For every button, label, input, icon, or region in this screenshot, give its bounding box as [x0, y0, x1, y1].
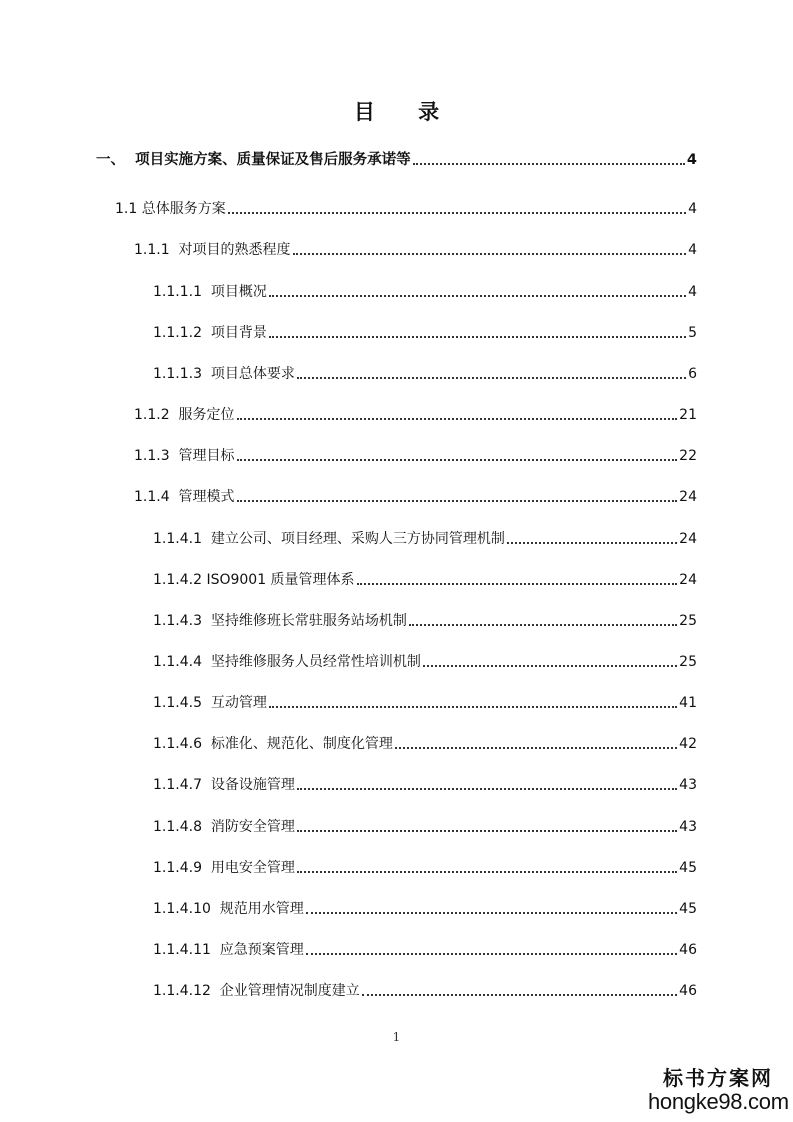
- toc-entry-page: 45: [679, 901, 697, 917]
- toc-entry-title: ISO9001 质量管理体系: [206, 572, 355, 588]
- toc-entry-title: 应急预案管理: [219, 942, 304, 958]
- toc-entry[interactable]: [134, 238, 697, 260]
- toc-entry-title: 项目总体要求: [210, 366, 295, 382]
- toc-entry-page: 4: [688, 284, 697, 300]
- toc-entry-number: 1.1.3: [134, 448, 179, 464]
- toc-entry-title: 标准化、规范化、制度化管理: [210, 736, 393, 752]
- toc-entry[interactable]: [153, 732, 697, 754]
- toc-entry-page: 4: [688, 201, 697, 217]
- toc-entry-title: 管理模式: [178, 489, 235, 505]
- toc-entry-number: 1.1.1.3: [153, 366, 211, 382]
- toc-entry[interactable]: [153, 527, 697, 549]
- toc-entry[interactable]: [153, 773, 697, 795]
- toc-entry-number: 1.1: [115, 201, 142, 217]
- toc-entry-title: 服务定位: [178, 407, 235, 423]
- toc-entry-number: 1.1.4.2: [153, 572, 207, 588]
- toc-entry-page: 46: [679, 983, 697, 999]
- toc-leader-dots: [306, 912, 677, 914]
- toc-entry-title: 项目概况: [210, 284, 267, 300]
- toc-entry-page: 4: [688, 242, 697, 258]
- toc-entry-title: 消防安全管理: [210, 819, 295, 835]
- toc-entry-page: 45: [679, 860, 697, 876]
- toc-leader-dots: [306, 953, 677, 955]
- toc-entry[interactable]: [153, 568, 697, 590]
- toc-entry[interactable]: [153, 691, 697, 713]
- toc-entry-page: 24: [679, 531, 697, 547]
- toc-leader-dots: [297, 871, 677, 873]
- toc-entry-number: 一、: [96, 152, 136, 168]
- toc-leader-dots: [269, 706, 677, 708]
- toc-entry[interactable]: [153, 815, 697, 837]
- toc-entry-number: 1.1.4: [134, 489, 179, 505]
- toc-entry-number: 1.1.4.5: [153, 695, 211, 711]
- toc-entry-page: 22: [679, 448, 697, 464]
- toc-entry-number: 1.1.4.3: [153, 613, 211, 629]
- toc-entry-title: 项目实施方案、质量保证及售后服务承诺等: [135, 152, 411, 168]
- toc-entry[interactable]: [134, 403, 697, 425]
- toc-entry[interactable]: [153, 979, 697, 1001]
- toc-entry[interactable]: [134, 444, 697, 466]
- toc-entry-page: 43: [679, 777, 697, 793]
- toc-entry-title: 坚持维修服务人员经常性培训机制: [210, 654, 421, 670]
- toc-leader-dots: [507, 542, 677, 544]
- toc-entry-number: 1.1.4.11: [153, 942, 220, 958]
- toc-entry-number: 1.1.4.9: [153, 860, 211, 876]
- toc-entry-number: 1.1.4.7: [153, 777, 211, 793]
- toc-entry[interactable]: [153, 650, 697, 672]
- toc-entry-page: 21: [679, 407, 697, 423]
- toc-entry[interactable]: [153, 897, 697, 919]
- toc-leader-dots: [237, 459, 678, 461]
- toc-entry[interactable]: [115, 197, 697, 219]
- toc-leader-dots: [297, 377, 686, 379]
- page-title: 目 录: [353, 100, 458, 124]
- toc-entry-page: 43: [679, 819, 697, 835]
- toc-leader-dots: [228, 212, 686, 214]
- toc-leader-dots: [297, 830, 677, 832]
- toc-entry-title: 建立公司、项目经理、采购人三方协同管理机制: [210, 531, 505, 547]
- toc-entry-number: 1.1.4.12: [153, 983, 220, 999]
- watermark: [648, 1066, 788, 1114]
- toc-entry-page: 6: [688, 366, 697, 382]
- toc-entry-page: 5: [688, 325, 697, 341]
- watermark-url: hongke98.com: [648, 1089, 789, 1114]
- toc-entry-number: 1.1.2: [134, 407, 179, 423]
- toc-entry-number: 1.1.1: [134, 242, 179, 258]
- toc-leader-dots: [293, 253, 687, 255]
- toc-entry[interactable]: [134, 485, 697, 507]
- toc-entry-page: 24: [679, 572, 697, 588]
- toc-leader-dots: [269, 295, 686, 297]
- toc-entry-number: 1.1.4.8: [153, 819, 211, 835]
- toc-entry-page: 42: [679, 736, 697, 752]
- toc-leader-dots: [395, 747, 677, 749]
- toc-entry-number: 1.1.4.1: [153, 531, 211, 547]
- toc-entry-page: 4: [686, 152, 697, 168]
- toc-leader-dots: [269, 336, 686, 338]
- toc-leader-dots: [362, 994, 677, 996]
- toc-entry-number: 1.1.1.1: [153, 284, 211, 300]
- page-number: 1: [392, 1030, 401, 1044]
- toc-entry-page: 24: [679, 489, 697, 505]
- toc-entry-title: 总体服务方案: [141, 201, 226, 217]
- toc-entry[interactable]: [153, 938, 697, 960]
- toc-entry-title: 管理目标: [178, 448, 235, 464]
- toc-leader-dots: [297, 788, 677, 790]
- toc-leader-dots: [357, 583, 678, 585]
- toc-leader-dots: [413, 163, 685, 165]
- toc-entry[interactable]: [153, 321, 697, 343]
- toc-entry-title: 规范用水管理: [219, 901, 304, 917]
- toc-entry-title: 坚持维修班长常驻服务站场机制: [210, 613, 407, 629]
- toc-entry-page: 25: [679, 654, 697, 670]
- toc-leader-dots: [409, 624, 677, 626]
- toc-entry-title: 设备设施管理: [210, 777, 295, 793]
- toc-entry[interactable]: [96, 148, 697, 170]
- toc-entry-number: 1.1.4.10: [153, 901, 220, 917]
- toc-leader-dots: [237, 418, 678, 420]
- toc-entry-number: 1.1.4.6: [153, 736, 211, 752]
- toc-entry-page: 25: [679, 613, 697, 629]
- toc-entry-title: 企业管理情况制度建立: [219, 983, 360, 999]
- toc-leader-dots: [237, 500, 678, 502]
- toc-entry[interactable]: [153, 362, 697, 384]
- toc-entry-page: 41: [679, 695, 697, 711]
- watermark-site-name: 标书方案网: [663, 1066, 773, 1090]
- toc-entry[interactable]: [153, 856, 697, 878]
- toc-entry-title: 互动管理: [210, 695, 267, 711]
- toc-entry-title: 用电安全管理: [210, 860, 295, 876]
- toc-entry[interactable]: [153, 609, 697, 631]
- toc-entry[interactable]: [153, 280, 697, 302]
- toc-leader-dots: [423, 665, 677, 667]
- toc-entry-title: 项目背景: [210, 325, 267, 341]
- toc-entry-number: 1.1.1.2: [153, 325, 211, 341]
- toc-entry-page: 46: [679, 942, 697, 958]
- toc-entry-number: 1.1.4.4: [153, 654, 211, 670]
- toc-entry-title: 对项目的熟悉程度: [178, 242, 291, 258]
